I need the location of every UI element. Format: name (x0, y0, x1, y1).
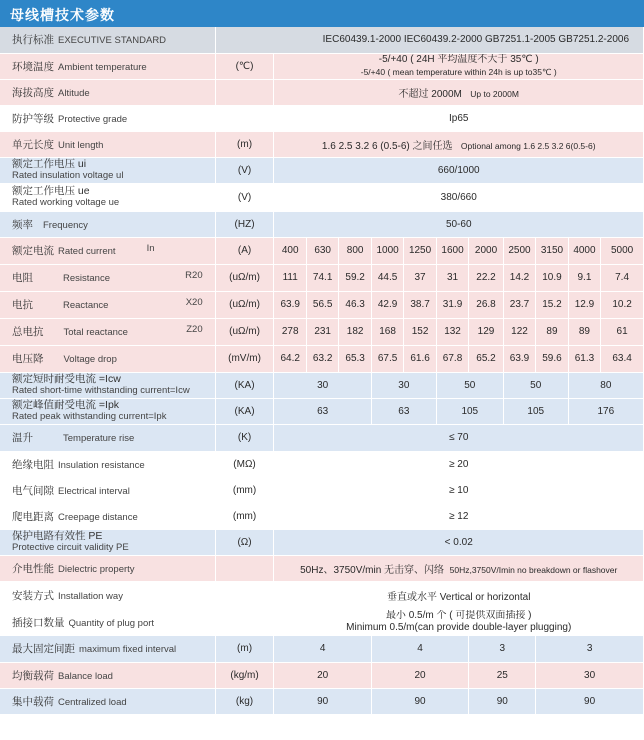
page-title: 母线槽技术参数 (10, 7, 115, 23)
row-insulation-resistance: 绝缘电阻 Insulation resistance (MΩ) ≥ 20 (0, 451, 644, 477)
row-temperature-rise: 温升 Temperature rise (K) ≤ 70 (0, 424, 644, 451)
row-protective-circuit: 保护电路有效性 PE Protective circuit validity PE (Ω) < 0.02 (0, 529, 644, 555)
row-short-time-withstand: 额定短时耐受电流 =Icw Rated short-time withstanding current=Icw (KA) 30 30 50 50 80 (0, 372, 644, 398)
title-banner (0, 0, 644, 27)
row-rated-insulation-voltage: 额定工作电压 ui Rated insulation voltage ul (V) 660/1000 (0, 157, 644, 183)
header-label: 执行标准 EXECUTIVE STANDARD (0, 27, 215, 53)
row-frequency: 频率 Frequency (HZ) 50-60 (0, 211, 644, 237)
row-rated-current: 额定电流 Rated current In (A) 400 630 800 1000 1250 1600 2000 2500 3150 4000 5000 (0, 237, 644, 264)
row-plug-port: 插接口数量 Quantity of plug port 最小 0.5/m 个 ( 可提供双面插接 ) Minimum 0.5/m(can provide double-layer plugging) (0, 609, 644, 635)
standards-value: IEC60439.1-2000 IEC60439.2-2000 GB7251.1-2005 GB7251.2-2006 (215, 27, 643, 53)
header-row (0, 27, 644, 53)
row-installation-way: 安装方式 Installation way 垂直或水平 Vertical or horizontal (0, 581, 644, 609)
row-voltage-drop: 电压降 Voltage drop (mV/m) 64.2 63.2 65.3 67.5 61.6 67.8 65.2 63.9 59.6 61.3 63.4 (0, 345, 644, 372)
row-peak-withstand: 额定峰值耐受电流 =Ipk Rated peak withstanding current=Ipk (KA) 63 63 105 105 176 (0, 398, 644, 424)
row-ambient: 环境温度 Ambient temperature (℃) -5/+40 ( 24H 平均温度不大于 35℃ ) -5/+40 ( mean temperature within 24h is up to35℃ ) (0, 53, 644, 79)
row-centralized-load: 集中载荷 Centralized load (kg) 90 90 90 90 (0, 688, 644, 714)
row-total-reactance: 总电抗 Total reactance Z20 (uΩ/m) 278 231 182 168 152 132 129 122 89 89 61 (0, 318, 644, 345)
row-electrical-interval: 电气间隙 Electrical interval (mm) ≥ 10 (0, 477, 644, 503)
row-unit-length: 单元长度 Unit length (m) 1.6 2.5 3.2 6 (0.5-6) 之间任选 Optional among 1.6 2.5 3.2 6(0.5-6) (0, 131, 644, 157)
row-dielectric-property: 介电性能 Dielectric property 50Hz、3750V/min 无击穿、闪络 50Hz,3750V/Imin no breakdown or flashover (0, 555, 644, 581)
row-balance-load: 均衡载荷 Balance load (kg/m) 20 20 25 30 (0, 662, 644, 688)
row-creepage-distance: 爬电距离 Creepage distance (mm) ≥ 12 (0, 503, 644, 529)
row-reactance: 电抗 Reactance X20 (uΩ/m) 63.9 56.5 46.3 42.9 38.7 31.9 26.8 23.7 15.2 12.9 10.2 (0, 291, 644, 318)
spec-table (0, 27, 644, 715)
row-altitude: 海拔高度 Altitude 不超过 2000M Up to 2000M (0, 79, 644, 105)
row-protective-grade: 防护等级 Protective grade Ip65 (0, 105, 644, 131)
row-max-fixed-interval: 最大固定间距 maximum fixed interval (m) 4 4 3 3 (0, 635, 644, 662)
row-rated-working-voltage: 额定工作电压 ue Rated working voltage ue (V) 380/660 (0, 183, 644, 211)
row-resistance: 电阻 Resistance R20 (uΩ/m) 111 74.1 59.2 44.5 37 31 22.2 14.2 10.9 9.1 7.4 (0, 264, 644, 291)
